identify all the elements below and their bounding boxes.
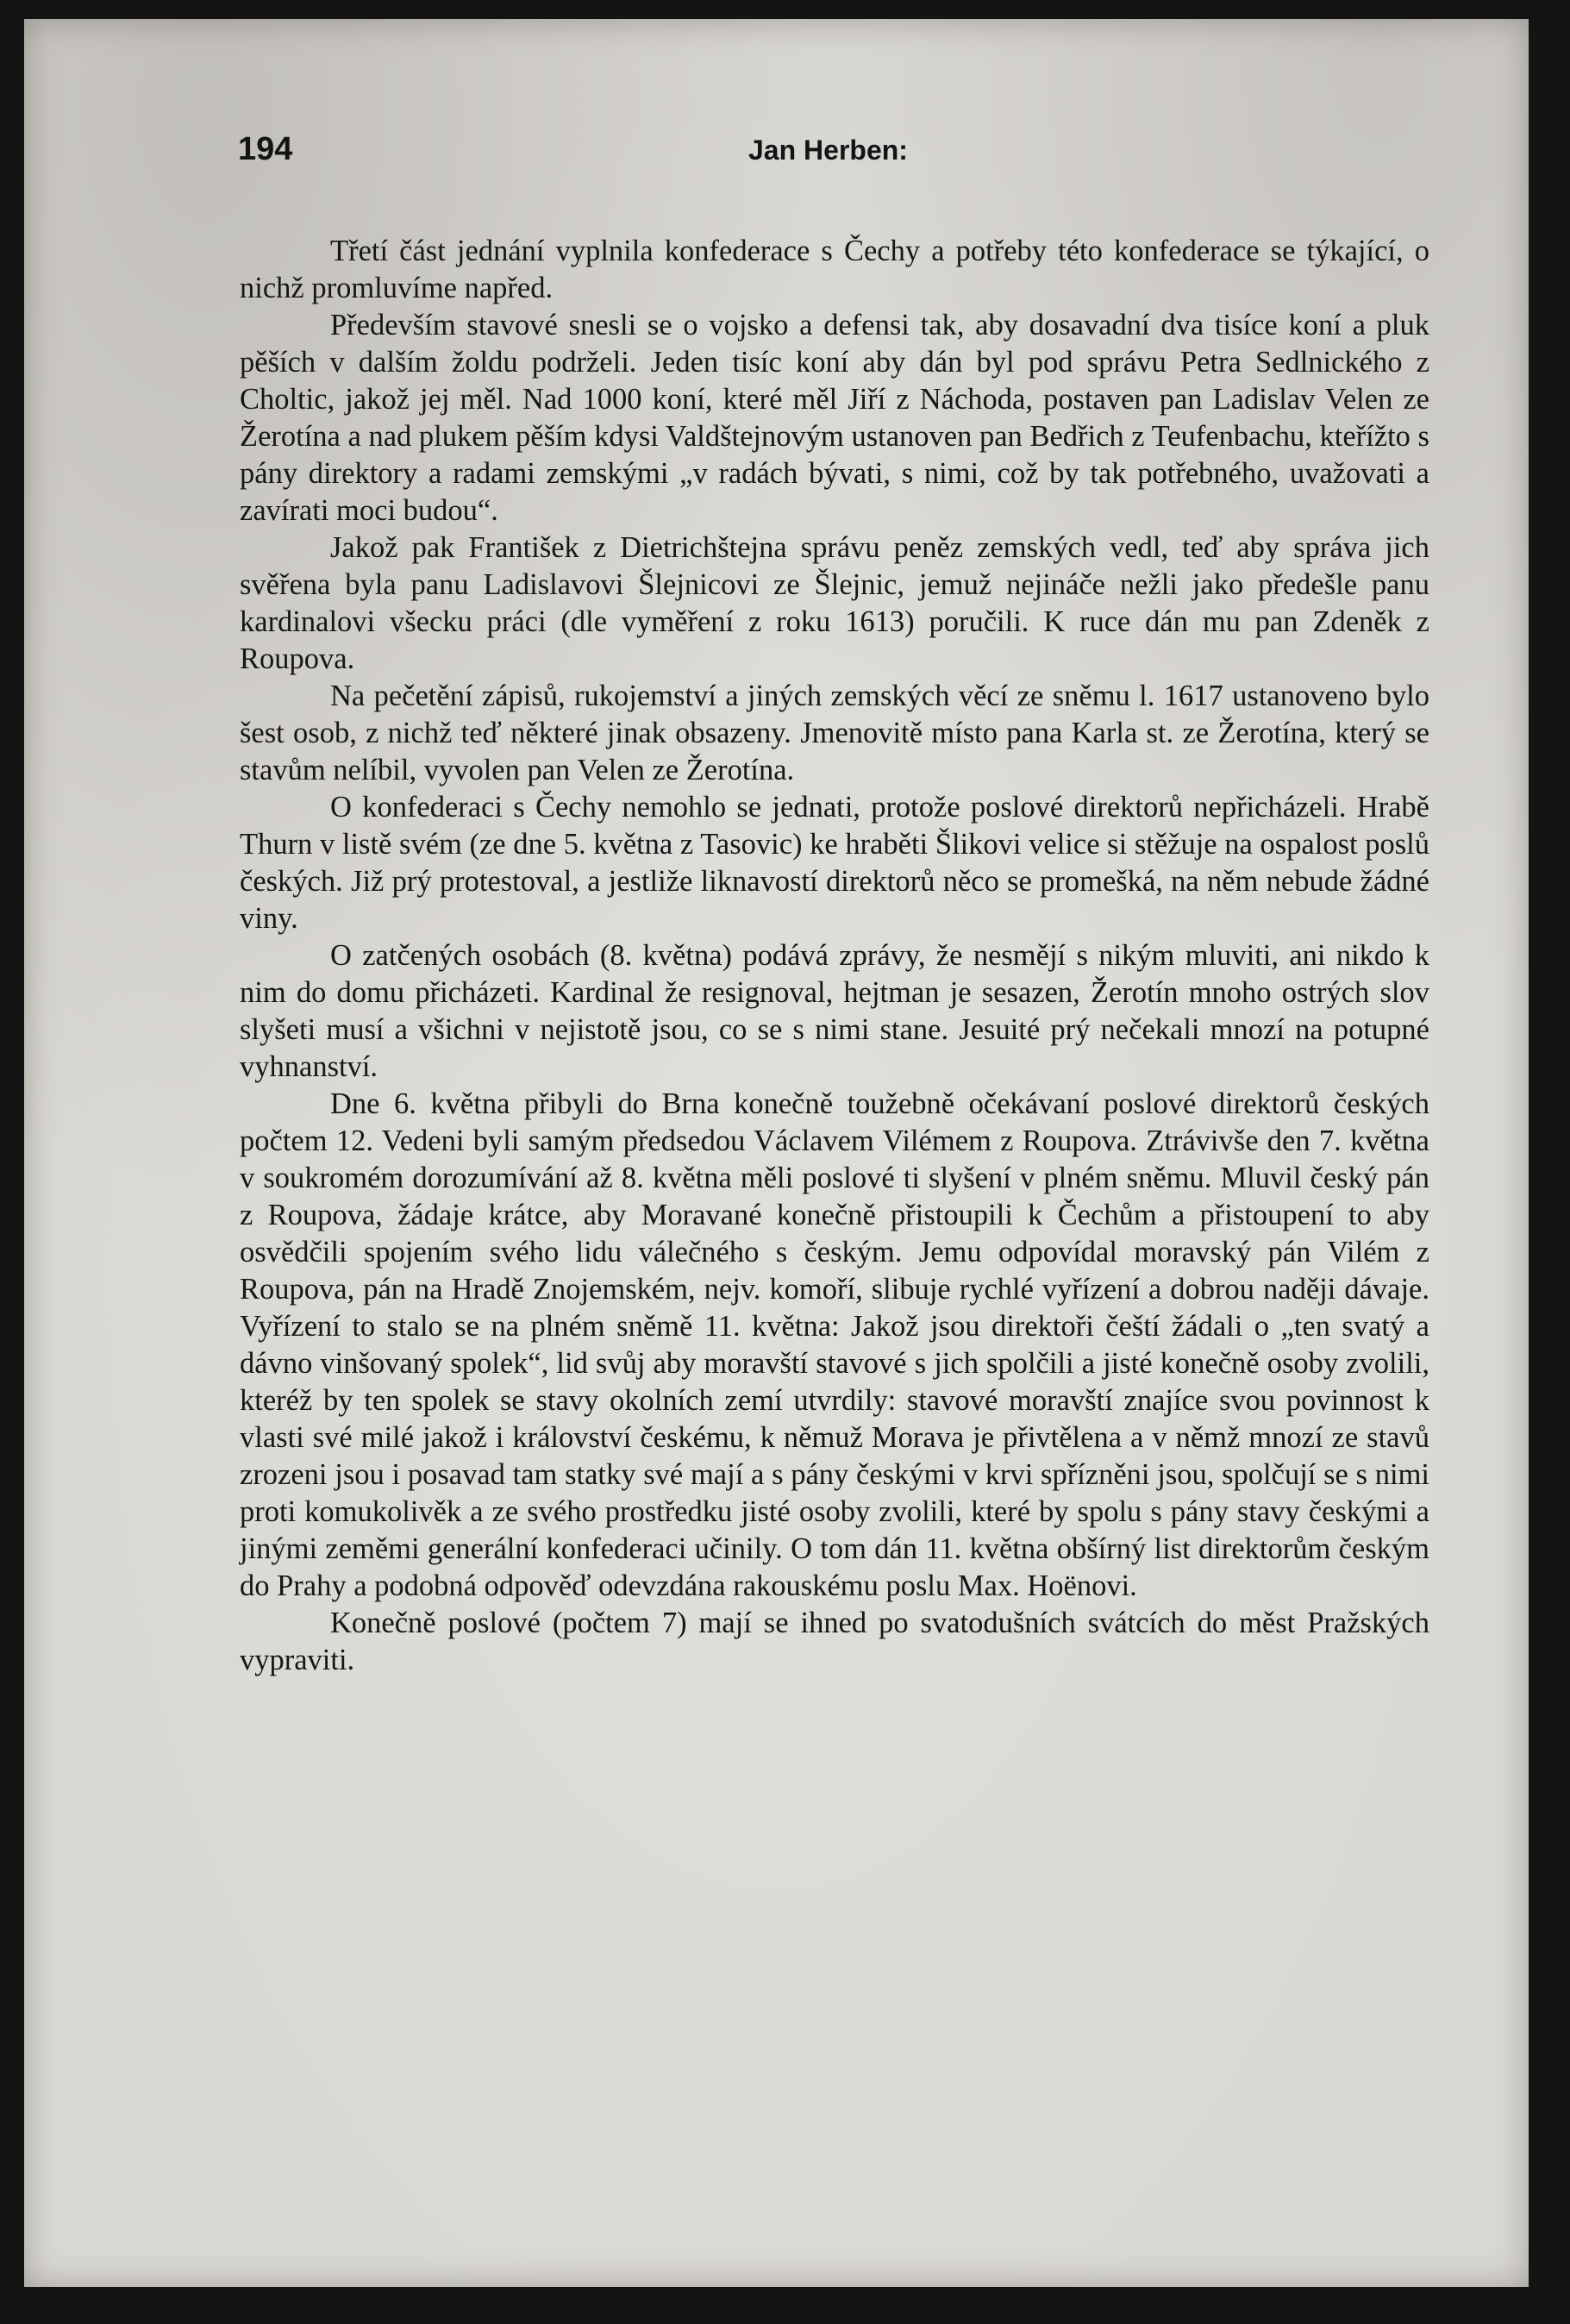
page-number: 194 [238,131,293,167]
paragraph-sprava-penez: Jakož pak František z Dietrichštejna správu peněz zemských vedl, teď aby správa jich svěřena byla panu Ladislavovi Šlejnicovi ze Šlejnic, jemuž nejináče nežli jako předešle panu kardinalovi všecku práci (dle vyměření z roku 1613) poručili. K ruce dán mu pan Zdeněk z Roupova. [240,531,1429,675]
paragraph-vojsko: Především stavové snesli se o vojsko a defensi tak, aby dosavadní dva tisíce koní a pluk pěších v dalším žoldu podrželi. Jeden tisíc koní aby dán byl pod správu Petra Sedlnického z Choltic, jakož jej měl. Nad 1000 koní, které měl Jiří z Náchoda, postaven pan Ladislav Velen ze Žerotína a nad plukem pěším kdysi Valdštejnovým ustanoven pan Bedřich z Teufenbachu, kteřížto s pány direktory a radami zemskými „v radách bývati, s nimi, což by tak potřebného, uvažovati a zavírati moci budou“. [240,309,1429,527]
body-text [240,233,1429,1679]
paragraph-posly-direktoru: O konfederaci s Čechy nemohlo se jednati, protože poslové direktorů nepřicházeli. Hrabě Thurn v listě svém (ze dne 5. května z Tasovic) ke hraběti Šlikovi velice si stěžuje na ospalost poslů českých. Již prý protestoval, a jestliže liknavostí direktorů něco se promešká, na něm nebude žádné viny. [240,791,1429,935]
page-header [214,131,1438,183]
paragraph-peceteni-zapisu: Na pečetění zápisů, rukojemství a jiných zemských věcí ze sněmu l. 1617 ustanoveno bylo šest osob, z nichž teď některé jinak obsazeny. Jmenovitě místo pana Karla st. ze Žerotína, který se stavům nelíbil, vyvolen pan Velen ze Žerotína. [240,680,1429,786]
book-page [24,19,1529,2287]
paragraph-konfederace: Třetí část jednání vyplnila konfederace s Čechy a potřeby této konfederace se týkající, o nichž promluvíme napřed. [240,235,1429,304]
paragraph-poslove-do-prahy: Konečně poslové (počtem 7) mají se ihned po svatodušních svátcích do měst Pražských vypraviti. [240,1607,1429,1676]
paragraph-zatcene-osoby: O zatčených osobách (8. května) podává zprávy, že nesmějí s nikým mluviti, ani nikdo k nim do domu přicházeti. Kardinal že resignoval, hejtman je sesazen, Žerotín mnoho ostrých slov slyšeti musí a všichni v nejistotě jsou, co se s nimi stane. Jesuité prý nečekali mnozí na potupné vyhnanství. [240,939,1429,1083]
running-head: Jan Herben: [748,135,908,166]
paragraph-poslove-v-brne: Dne 6. května přibyli do Brna konečně toužebně očekávaní poslové direktorů českých počtem 12. Vedeni byli samým předsedou Václavem Vilémem z Roupova. Ztrávivše den 7. května v soukromém dorozumívání až 8. května měli poslové ti slyšení v plném sněmu. Mluvil český pán z Roupova, žádaje krátce, aby Moravané konečně přistoupili k Čechům a přistoupení to aby osvědčili spojením svého lidu válečného s českým. Jemu odpovídal moravský pán Vilém z Roupova, pán na Hradě Znojemském, nejv. komoří, slibuje rychlé vyřízení a dobrou naději dávaje. Vyřízení to stalo se na plném sněmě 11. května: Jakož jsou direktoři čeští žádali o „ten svatý a dávno vinšovaný spolek“, lid svůj aby moravští stavové s jich spolčili a jisté konečně osoby zvolili, kteréž by ten spolek se stavy okolních zemí utvrdily: stavové moravští znajíce svou povinnost k vlasti své milé jakož i království českému, k němuž Morava je přivtělena a v němž mnozí ze stavů zrozeni jsou i posavad tam statky své mají a s pány českými v krvi spřízněni jsou, spolčují se s nimi proti komukolivěk a ze svého prostředku jisté osoby zvolili, které by spolu s pány stavy českými a jinými zeměmi generální konfederaci učinily. O tom dán 11. května obšírný list direktorům českým do Prahy a podobná odpověď odevzdána rakouskému poslu Max. Hoënovi. [240,1087,1429,1602]
